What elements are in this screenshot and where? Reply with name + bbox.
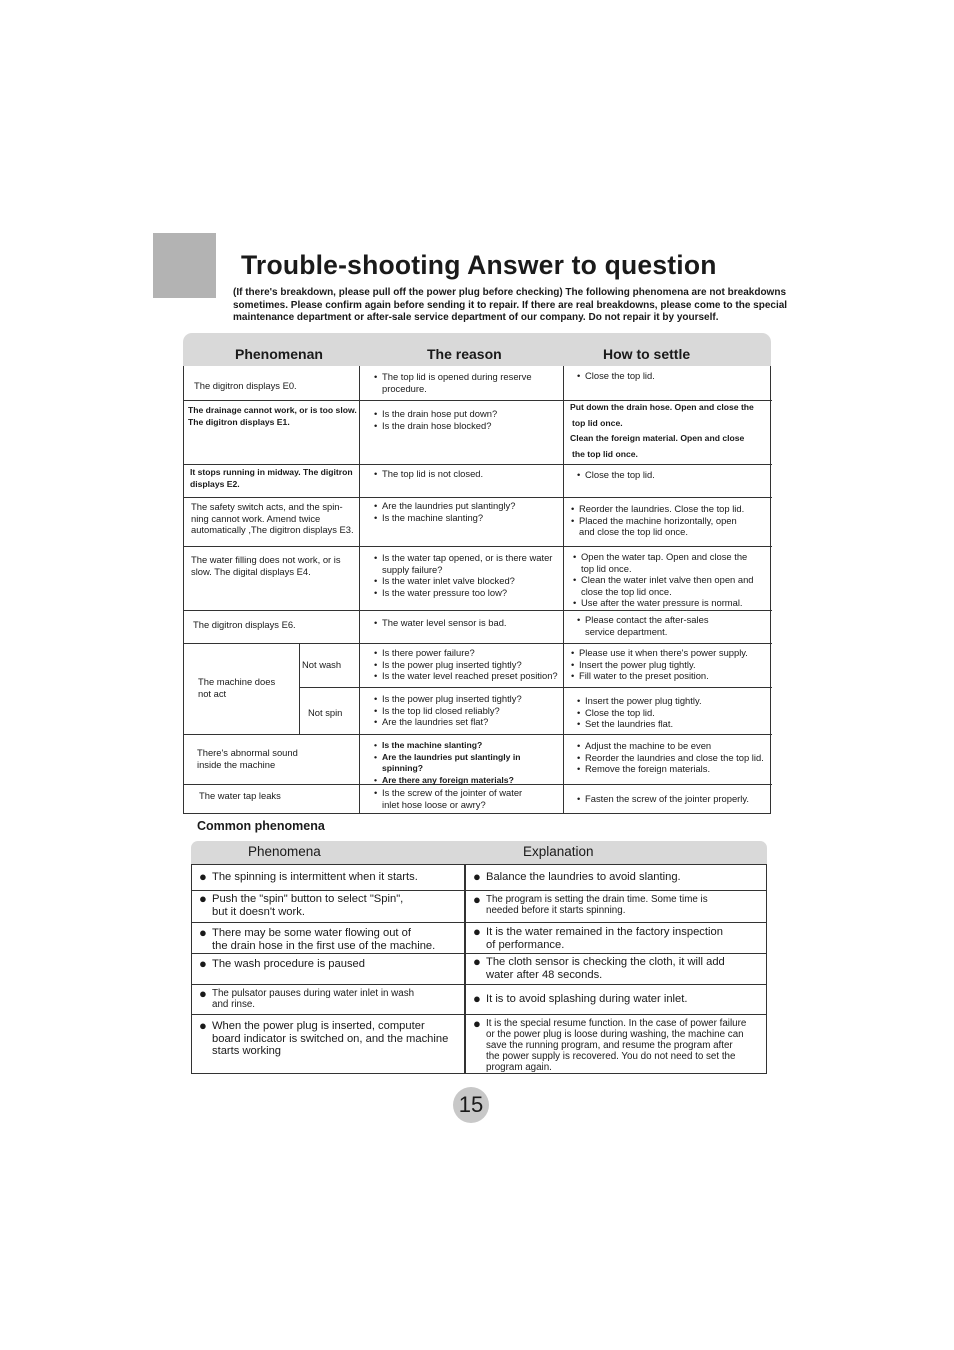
- explanation-text: needed before it starts spinning.: [486, 905, 626, 916]
- phenomenon-text: There's abnormal sound: [197, 747, 298, 758]
- explanation-text: the power supply is recovered. You do not need to set the: [486, 1051, 736, 1062]
- phenomenon-text: The safety switch acts, and the spin-: [191, 501, 343, 512]
- reason-item: procedure.: [382, 382, 427, 394]
- solution-item: • Please use it when there's power supply.: [570, 647, 766, 659]
- reason-cell: [373, 552, 563, 598]
- solution-item: • Insert the power plug tightly.: [576, 695, 772, 707]
- explanation-text: or the power plug is loose during washing, the machine can: [486, 1029, 744, 1040]
- solution-item: • Please contact the after-sales: [576, 614, 772, 626]
- reason-item: • Is the screw of the jointer of water: [373, 787, 563, 799]
- phenomenon-cell: [191, 501, 354, 536]
- bullet-icon: ●: [199, 891, 207, 906]
- explanation-cell: [486, 894, 766, 916]
- solution-cell: [576, 695, 772, 730]
- section-marker: [153, 233, 216, 298]
- column-divider: [563, 366, 564, 814]
- phenomenon-text: and rinse.: [212, 999, 256, 1010]
- row-divider: [299, 687, 772, 688]
- bullet-icon: ●: [199, 925, 207, 940]
- row-divider: [192, 922, 766, 923]
- reason-cell: [373, 693, 563, 728]
- phenomenon-text: When the power plug is inserted, computer: [212, 1020, 425, 1032]
- phenomenon-cell: [188, 405, 357, 428]
- troubleshooting-header: [183, 333, 771, 366]
- column-divider: [464, 865, 466, 1073]
- phenomenon-cell: [193, 619, 296, 631]
- explanation-text: It is the water remained in the factory inspection: [486, 926, 723, 938]
- solution-item: • Insert the power plug tightly.: [570, 659, 766, 671]
- common-header: [191, 841, 767, 865]
- solution-cell: [570, 647, 766, 682]
- solution-item: top lid once.: [572, 417, 623, 428]
- solution-item: • Close the top lid.: [576, 370, 772, 382]
- column-divider: [359, 366, 360, 814]
- common-phenomena-title: Common phenomena: [197, 819, 325, 833]
- phenomenon-cell: [199, 790, 281, 802]
- solution-item: • Reorder the laundries. Close the top lid.: [570, 503, 766, 515]
- reason-item: • The water level sensor is bad.: [373, 617, 563, 629]
- solution-item: • Close the top lid.: [576, 469, 772, 481]
- phenomenon-cell: [191, 554, 341, 577]
- explanation-text: It is the special resume function. In the case of power failure: [486, 1018, 747, 1029]
- page-number: 15: [453, 1087, 489, 1123]
- phenomenon-text: the drain hose in the first use of the machine.: [212, 939, 436, 952]
- phenomenon-cell: [212, 1020, 464, 1058]
- solution-item: • Remove the foreign materials.: [576, 763, 772, 775]
- row-divider: [184, 400, 772, 401]
- phenomenon-text: The wash procedure is paused: [212, 958, 365, 970]
- explanation-cell: [486, 993, 766, 1006]
- reason-item: • Is the water level reached preset position?: [373, 670, 563, 682]
- solution-item: • Placed the machine horizontally, open: [570, 515, 766, 527]
- reason-item: • Are the laundries put slantingly?: [373, 500, 563, 512]
- solution-item: • Use after the water pressure is normal.: [572, 597, 768, 609]
- explanation-text: save the running program, and resume the program after: [486, 1040, 733, 1051]
- phenomenon-text: It stops running in midway. The digitron: [190, 467, 353, 477]
- row-divider: [184, 497, 772, 498]
- phenomenon-text: board indicator is switched on, and the machine: [212, 1032, 449, 1045]
- solution-item: • Close the top lid.: [576, 707, 772, 719]
- bullet-icon: ●: [473, 892, 481, 907]
- intro-line: (If there's breakdown, please pull off the power plug before checking) The following phenomena are not breakdowns: [233, 287, 787, 298]
- sub-condition: Not spin: [308, 707, 343, 718]
- row-divider: [192, 984, 766, 985]
- common-table: [191, 864, 767, 1074]
- bullet-icon: ●: [199, 986, 207, 1001]
- troubleshooting-table: [183, 366, 771, 814]
- phenomenon-text: The water filling does not work, or is: [191, 554, 341, 565]
- phenomenon-text: slow. The digital displays E4.: [191, 565, 311, 577]
- phenomenon-cell: [212, 893, 464, 918]
- explanation-cell: [486, 1018, 766, 1073]
- bullet-icon: ●: [199, 956, 207, 971]
- explanation-text: The program is setting the drain time. Some time is: [486, 894, 708, 905]
- bullet-icon: ●: [473, 991, 481, 1006]
- solution-cell: [570, 402, 766, 460]
- phenomenon-text: but it doesn't work.: [212, 905, 305, 918]
- solution-cell: [576, 793, 772, 805]
- solution-item: • Open the water tap. Open and close the: [572, 551, 768, 563]
- bullet-icon: ●: [473, 954, 481, 969]
- solution-item: the top lid once.: [572, 448, 638, 459]
- solution-item: close the top lid once.: [581, 585, 672, 597]
- reason-item: • Is the power plug inserted tightly?: [373, 659, 563, 671]
- bullet-icon: ●: [473, 924, 481, 939]
- phenomenon-text: The drainage cannot work, or is too slow.: [188, 405, 357, 415]
- solution-item: • Set the laundries flat.: [576, 718, 772, 730]
- explanation-text: The cloth sensor is checking the cloth, it will add: [486, 956, 725, 968]
- row-divider: [192, 1014, 766, 1015]
- reason-cell: [373, 371, 563, 394]
- reason-item: • Is the water inlet valve blocked?: [373, 575, 563, 587]
- intro-line: maintenance department or after-sale service department of our company. Do not repair it by yourself.: [233, 312, 719, 323]
- phenomenon-cell: [194, 380, 297, 392]
- column-divider: [299, 643, 300, 734]
- phenomenon-cell: [198, 676, 275, 699]
- phenomenon-text: The pulsator pauses during water inlet in wash: [212, 988, 415, 999]
- solution-item: • Clean the water inlet valve then open and: [572, 574, 768, 586]
- bullet-icon: ●: [199, 869, 207, 884]
- intro-note: [233, 287, 805, 325]
- solution-item: • Adjust the machine to be even: [576, 740, 772, 752]
- row-divider: [184, 643, 772, 644]
- header-explanation: Explanation: [523, 844, 594, 859]
- explanation-text: water after 48 seconds.: [486, 968, 603, 981]
- reason-item: • Is the water tap opened, or is there water: [373, 552, 563, 564]
- reason-item: • Is the top lid closed reliably?: [373, 705, 563, 717]
- phenomenon-text: not act: [198, 687, 227, 699]
- phenomenon-text: The digitron displays E0.: [194, 380, 297, 391]
- reason-item: • Is the water pressure too low?: [373, 587, 563, 599]
- reason-item: • Are the laundries set flat?: [373, 716, 563, 728]
- solution-item: • Reorder the laundries and close the top lid.: [576, 752, 772, 764]
- reason-cell: [373, 617, 563, 629]
- phenomenon-text: inside the machine: [197, 758, 276, 770]
- phenomenon-text: starts working: [212, 1045, 282, 1057]
- phenomenon-text: The spinning is intermittent when it starts.: [212, 871, 418, 883]
- phenomenon-text: displays E2.: [190, 478, 240, 489]
- solution-item: top lid once.: [581, 562, 632, 574]
- intro-line: sometimes. Please confirm again before sending it to repair. If there are real breakdowns, please come to the special: [233, 299, 788, 311]
- explanation-cell: [486, 871, 766, 884]
- reason-cell: [373, 500, 563, 523]
- solution-cell: [576, 469, 772, 481]
- reason-item: • Is the drain hose blocked?: [373, 420, 563, 432]
- header-phenomenon: Phenomenan: [235, 346, 323, 362]
- phenomenon-cell: [197, 747, 298, 770]
- reason-item: • The top lid is opened during reserve: [373, 371, 563, 383]
- phenomenon-text: There may be some water flowing out of: [212, 927, 411, 939]
- explanation-text: It is to avoid splashing during water inlet.: [486, 993, 688, 1005]
- bullet-icon: ●: [473, 1016, 481, 1031]
- phenomenon-text: automatically ,The digitron displays E3.: [191, 524, 354, 535]
- explanation-cell: [486, 956, 766, 981]
- sub-condition: Not wash: [302, 659, 342, 670]
- reason-cell: [373, 468, 563, 480]
- reason-cell: [373, 408, 563, 431]
- phenomenon-text: Push the "spin" button to select "Spin",: [212, 893, 404, 905]
- phenomenon-text: The digitron displays E6.: [193, 619, 296, 630]
- solution-cell: [576, 614, 772, 637]
- phenomenon-text: The digitron displays E1.: [188, 416, 290, 427]
- header-phenomena: Phenomena: [248, 844, 321, 859]
- bullet-icon: ●: [473, 869, 481, 884]
- solution-item: Clean the foreign material. Open and close: [570, 433, 745, 443]
- reason-item: • Are there any foreign materials?: [373, 775, 563, 787]
- reason-item: • Is the machine slanting?: [373, 512, 563, 524]
- solution-cell: [570, 503, 766, 538]
- reason-cell: [373, 740, 563, 786]
- phenomenon-cell: [190, 467, 353, 490]
- solution-item: and close the top lid once.: [579, 526, 688, 537]
- page-title: Trouble-shooting Answer to question: [241, 250, 717, 280]
- row-divider: [184, 734, 772, 735]
- row-divider: [192, 890, 766, 891]
- phenomenon-text: The machine does: [198, 676, 276, 687]
- phenomenon-cell: [212, 927, 464, 952]
- reason-item: • The top lid is not closed.: [373, 468, 563, 480]
- reason-cell: [373, 787, 563, 810]
- reason-item: • Is the power plug inserted tightly?: [373, 693, 563, 705]
- phenomenon-cell: [212, 958, 464, 971]
- reason-item: inlet hose loose or awry?: [382, 798, 486, 810]
- explanation-text: program again.: [486, 1062, 552, 1073]
- bullet-icon: ●: [199, 1018, 207, 1033]
- row-divider: [184, 464, 772, 465]
- row-divider: [184, 610, 772, 611]
- explanation-cell: [486, 926, 766, 951]
- phenomenon-text: ning cannot work. Amend twice: [191, 512, 321, 524]
- solution-item: Put down the drain hose. Open and close the: [570, 402, 754, 412]
- reason-item: • Is there power failure?: [373, 647, 563, 659]
- explanation-text: of performance.: [486, 938, 565, 951]
- phenomenon-cell: [212, 871, 464, 884]
- reason-item: • Is the machine slanting?: [373, 740, 563, 752]
- reason-item: supply failure?: [382, 563, 443, 575]
- solution-item: • Fill water to the preset position.: [570, 670, 766, 682]
- header-reason: The reason: [427, 346, 502, 362]
- row-divider: [184, 546, 772, 547]
- header-solution: How to settle: [603, 346, 691, 362]
- reason-cell: [373, 647, 563, 682]
- phenomenon-cell: [212, 988, 464, 1010]
- solution-cell: [576, 370, 772, 382]
- reason-item: • Is the drain hose put down?: [373, 408, 563, 420]
- solution-item: • Fasten the screw of the jointer properly.: [576, 793, 772, 805]
- reason-item: • Are the laundries put slantingly in spinning?: [373, 752, 563, 775]
- solution-cell: [576, 740, 772, 775]
- explanation-text: Balance the laundries to avoid slanting.: [486, 871, 681, 883]
- solution-cell: [572, 551, 768, 609]
- phenomenon-text: The water tap leaks: [199, 790, 281, 801]
- solution-item: service department.: [585, 625, 668, 637]
